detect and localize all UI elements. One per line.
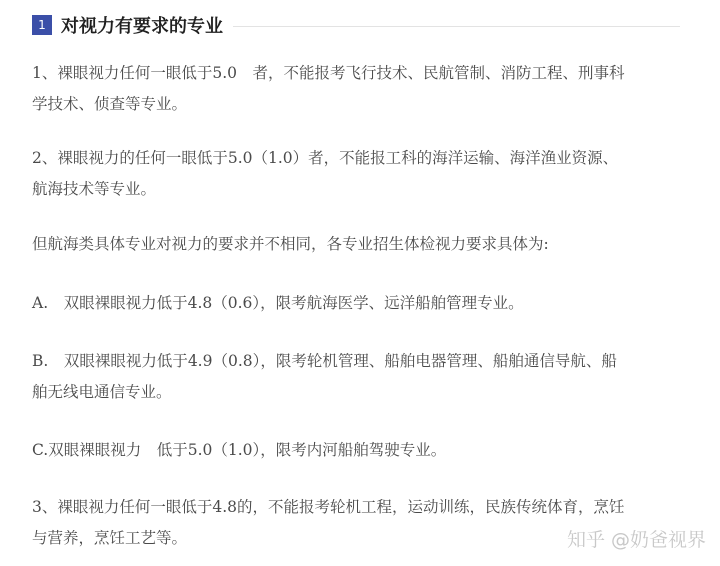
paragraph-line: 舶无线电通信专业。 bbox=[32, 383, 172, 401]
paragraph-line: A. 双眼裸眼视力低于4.8（0.6），限考航海医学、远洋船舶管理专业。 bbox=[32, 294, 524, 312]
section-heading bbox=[32, 12, 680, 38]
paragraph-1 bbox=[32, 58, 692, 120]
paragraph-line: 但航海类具体专业对视力的要求并不相同，各专业招生体检视力要求具体为: bbox=[32, 235, 549, 253]
section-number-badge: 1 bbox=[32, 15, 52, 35]
paragraph-option-b bbox=[32, 346, 692, 408]
zhihu-watermark: 知乎 @奶爸视界 bbox=[566, 529, 706, 551]
paragraph-line: 航海技术等专业。 bbox=[32, 180, 157, 198]
paragraph-line: 2、裸眼视力的任何一眼低于5.0（1.0）者，不能报工科的海洋运输、海洋渔业资源、 bbox=[32, 149, 619, 167]
paragraph-2 bbox=[32, 143, 692, 205]
paragraph-3 bbox=[32, 229, 692, 260]
paragraph-line: C.双眼裸眼视力 低于5.0（1.0），限考内河船舶驾驶专业。 bbox=[32, 441, 447, 459]
paragraph-line: 1、裸眼视力任何一眼低于5.0 者，不能报考飞行技术、民航管制、消防工程、刑事科 bbox=[32, 64, 625, 82]
paragraph-line: 与营养，烹饪工艺等。 bbox=[32, 529, 188, 547]
paragraph-option-c bbox=[32, 435, 692, 466]
paragraph-line: 学技术、侦查等专业。 bbox=[32, 95, 188, 113]
heading-divider bbox=[233, 26, 680, 27]
paragraph-line: B. 双眼裸眼视力低于4.9（0.8），限考轮机管理、船舶电器管理、船舶通信导航、船 bbox=[32, 352, 617, 370]
paragraph-option-a bbox=[32, 288, 692, 319]
paragraph-line: 3、裸眼视力任何一眼低于4.8的，不能报考轮机工程，运动训练，民族传统体育，烹饪 bbox=[32, 498, 625, 516]
section-title: 对视力有要求的专业 bbox=[61, 16, 223, 37]
